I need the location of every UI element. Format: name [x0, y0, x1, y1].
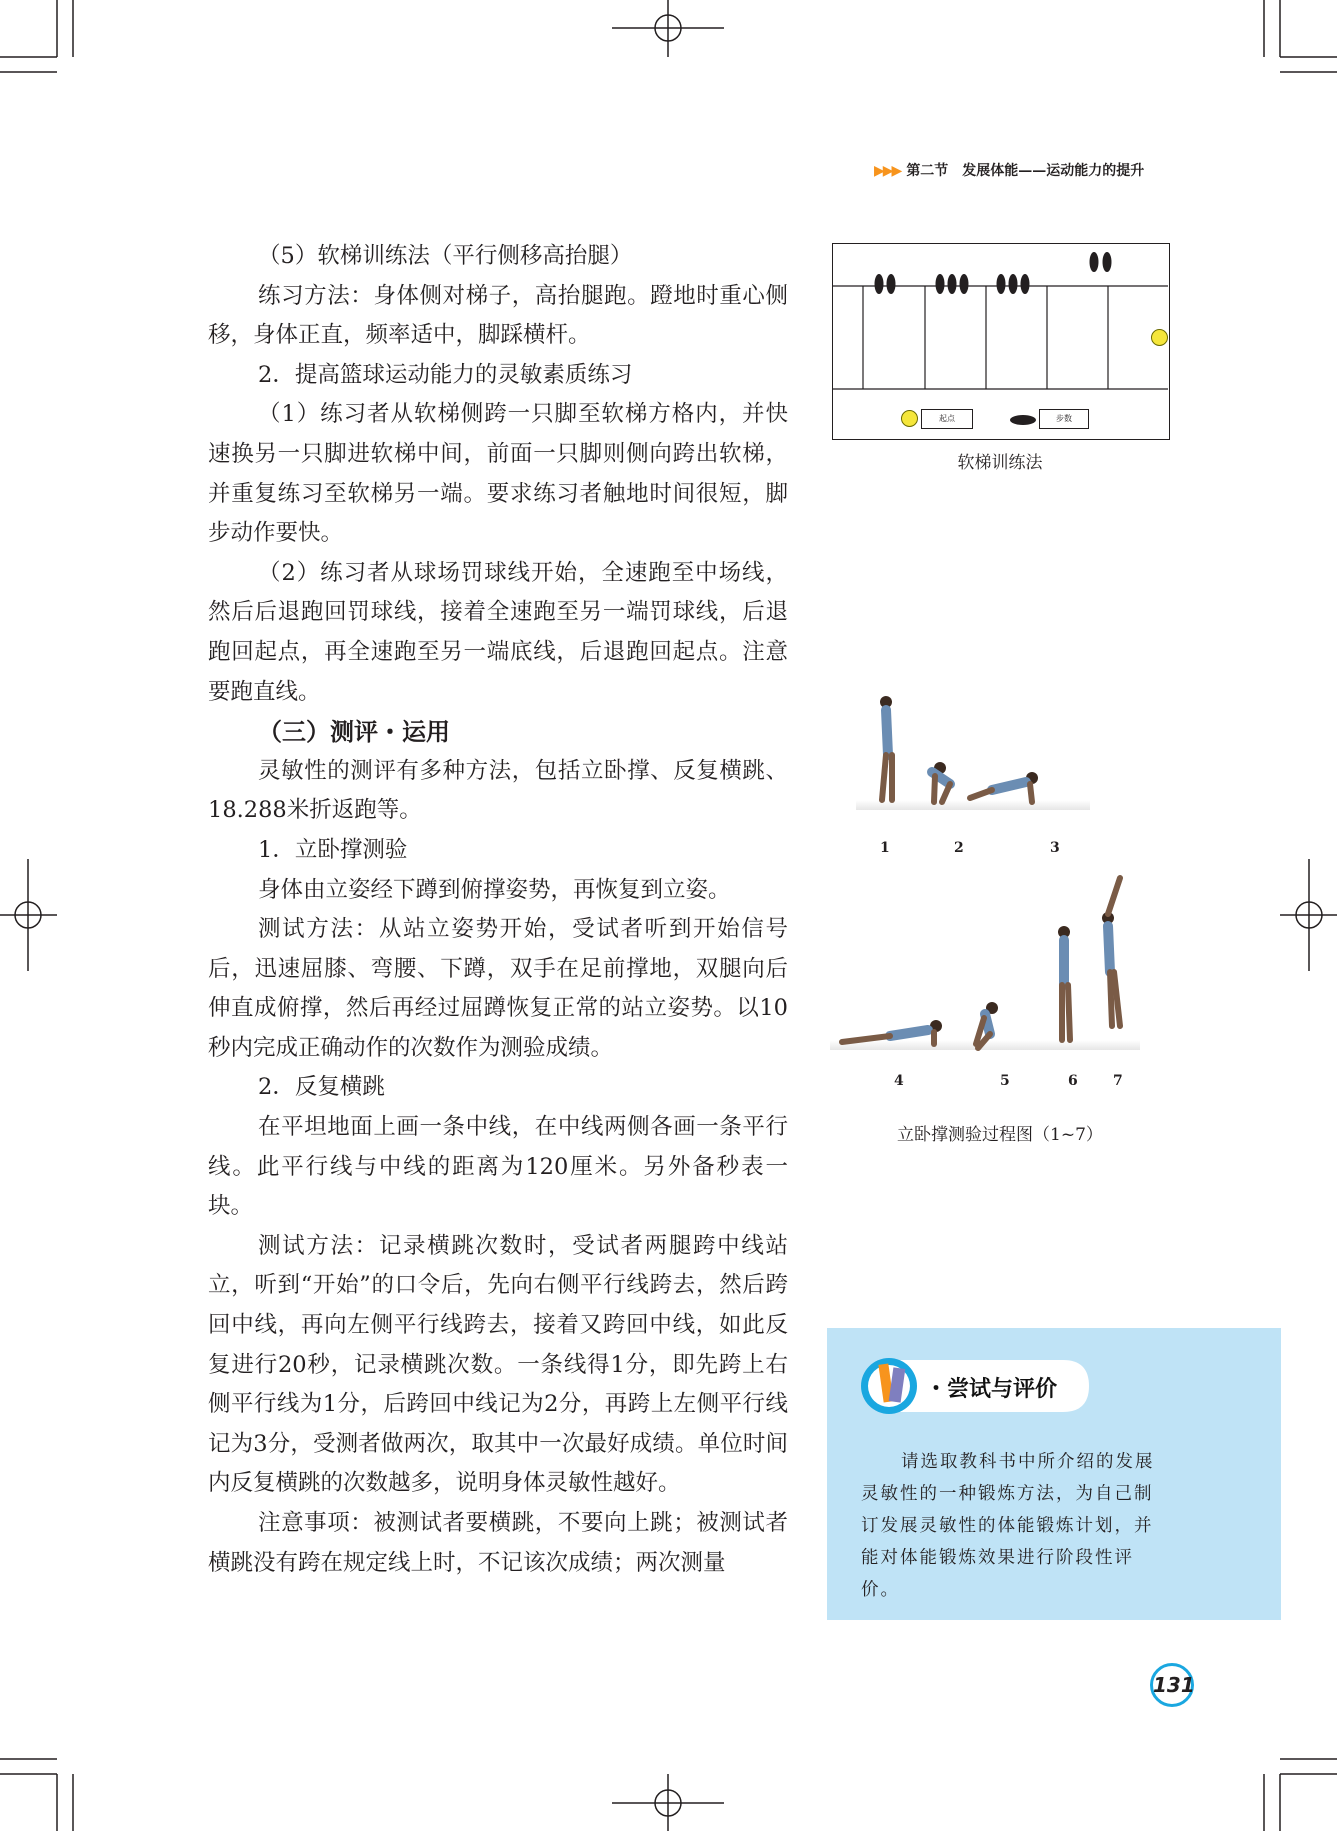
- running-header: [874, 160, 1144, 180]
- figure-label: 7: [1113, 1073, 1123, 1089]
- section-heading: （三）测评・运用: [258, 717, 450, 747]
- figure-label: 1: [880, 840, 890, 856]
- burpee-sequence-figure: [830, 680, 1160, 1100]
- numbered-heading: 2．提高篮球运动能力的灵敏素质练习: [258, 361, 633, 388]
- ladder-grid: [833, 244, 1168, 438]
- main-text: [208, 237, 788, 1583]
- pose-6-standing-icon: [1058, 926, 1070, 1040]
- subsection-title: （5）软梯训练法（平行侧移高抬腿）: [258, 243, 633, 269]
- try-text: 请选取教科书中所介绍的发展灵敏性的一种锻炼方法，为自己制订发展灵敏性的体能锻炼计划，并能对体能锻炼效果进行阶段性评价。: [861, 1452, 1155, 1600]
- pose-1-standing-icon: [880, 696, 892, 800]
- paragraph: （2）练习者从球场罚球线开始，全速跑至中场线，然后后退跑回罚球线，接着全速跑至另一端罚球线，后退跑回起点，再全速跑至另一端底线，后退跑回起点。注意要跑直线。: [208, 559, 788, 705]
- paragraph: 测试方法：从站立姿势开始，受试者听到开始信号后，迅速屈膝、弯腰、下蹲，双手在足前撑地，双腿向后伸直成俯撑，然后再经过屈蹲恢复正常的站立姿势。以10秒内完成正确动作的次数作为测验成绩。: [208, 916, 788, 1061]
- paragraph: 测试方法：记录横跳次数时，受试者两腿跨中线站立，听到“开始”的口令后，先向右侧平行线跨去，然后跨回中线，再向左侧平行线跨去，接着又跨回中线，如此反复进行20秒，记录横跳次数。一条线得1分，即先跨上右侧平行线为1分，后跨回中线记为2分，再跨上左侧平行线记为3分，受测者做两次，取其中一次最好成绩。单位时间内反复横跳的次数越多，说明身体灵敏性越好。: [208, 1232, 788, 1497]
- paragraph: 灵敏性的测评有多种方法，包括立卧撑、反复横跳、18.288米折返跑等。: [208, 757, 788, 824]
- paragraph: 在平坦地面上画一条中线，在中线两侧各画一条平行线。此平行线与中线的距离为120厘米。另外备秒表一块。: [208, 1114, 788, 1220]
- figure-label: 2: [954, 840, 964, 856]
- figure-label: 3: [1050, 840, 1060, 856]
- try-title: ・尝试与评价: [925, 1377, 1058, 1402]
- ball-icon: [1151, 329, 1168, 346]
- step-label: 步数: [1039, 409, 1089, 429]
- numbered-heading: 1．立卧撑测验: [258, 836, 408, 863]
- numbered-heading: 2．反复横跳: [258, 1074, 385, 1101]
- pose-3-plank-icon: [970, 772, 1038, 802]
- paragraph: 注意事项：被测试者要横跳，不要向上跳；被测试者横跳没有跨在规定线上时，不记该次成绩；两次测量: [208, 1510, 788, 1576]
- paragraph: （1）练习者从软梯侧跨一只脚至软梯方格内，并快速换另一只脚进软梯中间，前面一只脚则侧向跨出软梯，并重复练习至软梯另一端。要求练习者触地时间很短，脚步动作要快。: [208, 401, 788, 547]
- figure-label: 5: [1000, 1073, 1010, 1089]
- figure-caption: 软梯训练法: [957, 453, 1043, 473]
- paragraph: 身体由立姿经下蹲到俯撑姿势，再恢复到立姿。: [258, 876, 731, 903]
- page-number: 131: [1150, 1663, 1194, 1707]
- agility-ladder-diagram: [832, 243, 1170, 440]
- figure-caption: 立卧撑测验过程图（1~7）: [897, 1125, 1103, 1145]
- pose-7-jump-icon: [1102, 878, 1120, 1026]
- footprint-icon: [1008, 413, 1038, 427]
- figure-label: 6: [1068, 1073, 1078, 1089]
- ball-icon: [901, 410, 918, 427]
- start-label: 起点: [921, 409, 973, 429]
- figure-label: 4: [894, 1073, 904, 1089]
- footprints-icon: [875, 252, 1112, 294]
- header-title: 第二节 发展体能——运动能力的提升: [906, 163, 1145, 179]
- paragraph: 练习方法：身体侧对梯子，高抬腿跑。蹬地时重心侧移，身体正直，频率适中，脚踩横杆。: [208, 282, 788, 349]
- arrow-icon: ▶▶▶: [874, 163, 901, 179]
- try-and-evaluate-box: [827, 1328, 1281, 1620]
- pose-2-squat-icon: [932, 762, 950, 802]
